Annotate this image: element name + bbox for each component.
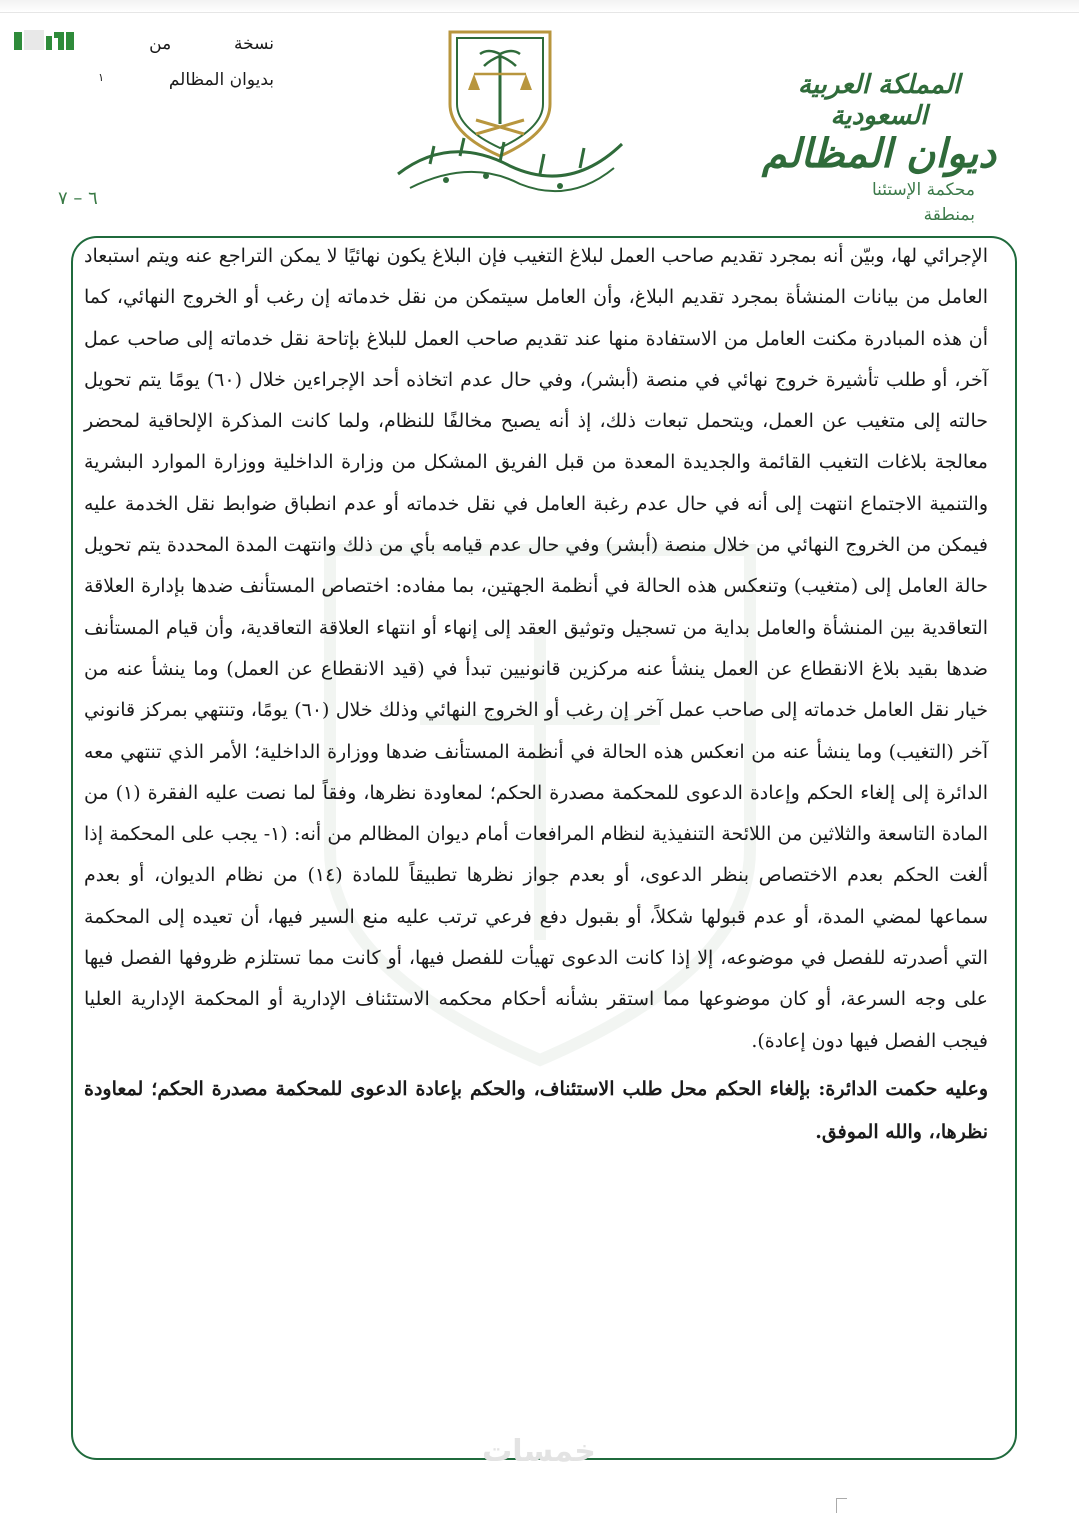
calligraphy-logo	[390, 128, 630, 208]
court-name: محكمة الإستئنا	[871, 180, 975, 200]
diwan-title: ديوان المظالم	[761, 130, 997, 178]
ruling-paragraph: وعليه حكمت الدائرة: بإلغاء الحكم محل طلب الاستئناف، والحكم بإعادة الدعوى للمحكمة مصدرة الحكم؛ لمعاودة نظرها،، والله الموفق.	[84, 1077, 988, 1143]
header-titles	[759, 70, 999, 176]
page-corner-mark	[836, 1498, 847, 1513]
body-paragraph: الإجرائي لها، وبيّن أنه بمجرد تقديم صاحب العمل لبلاغ التغيب فإن البلاغ يكون نهائيًا لا يمكن التراجع عنه ويتم استبعاد العامل من بيانات المنشأة بمجرد تقديم البلاغ، وأن العامل سيتمكن من نقل خدماته إن رغب أو الخروج النهائي، كما أن هذه المبادرة مكنت العامل من الاستفادة منها عند تقديم صاحب العمل للبلاغ بإتاحة نقل خدماته إلى صاحب عمل آخر، أو طلب تأشيرة خروج نهائي في منصة (أبشر)، وفي حال عدم اتخاذه أحد الإجراءين خلال (٦٠) يومًا يتم تحويل حالته إلى متغيب عن العمل، ويتحمل تبعات ذلك، إذ أنه يصبح مخالفًا للنظام، ولما كانت المذكرة الإلحاقية لمحضر معالجة بلاغات التغيب القائمة والجديدة المعدة من قبل الفريق المشكل من وزارة الداخلية ووزارة الموارد البشرية والتنمية الاجتماع انتهت إلى أنه في حال عدم رغبة العامل في نقل خدماته أو عدم انطباق ضوابط نقل الخدمة عليه فيمكن من الخروج النهائي من خلال منصة (أبشر) وفي حال عدم قيامه بأي من ذلك وانتهت المدة المحددة يتم تحويل حالة العامل إلى (متغيب) وتنعكس هذه الحالة في أنظمة الجهتين، بما مفاده: اختصاص المستأنف ضدها بإدارة العلاقة التعاقدية بين المنشأة والعامل بداية من تسجيل وتوثيق العقد إلى إنهاء أو انتهاء العلاقة التعاقدية، وأن قيام المستأنف ضدها بقيد بلاغ الانقطاع عن العمل ينشأ عنه مركزين قانونيين تبدأ في (قيد الانقطاع عن العمل) وما ينشأ عنه من خيار نقل العامل خدماته إلى صاحب عمل آخر إن رغب أو الخروج النهائي وذلك خلال (٦٠) يومًا، وتنتهي بمركز قانوني آخر (التغيب) وما ينشأ عنه من انعكس هذه الحالة في أنظمة المستأنف ضدها ووزارة الداخلية؛ الأمر الذي تنتهي معه الدائرة إلى إلغاء الحكم وإعادة الدعوى للمحكمة مصدرة الحكم؛ لمعاودة نظرها، وفقاً لما نصت عليه الفقرة (١) من المادة التاسعة والثلاثين من اللائحة التنفيذية لنظام المرافعات أمام ديوان المظالم من أنه: (١- يجب على المحكمة إذا ألغت الحكم بعدم الاختصاص بنظر الدعوى، أو بعدم جواز نظرها تطبيقاً للمادة (١٤) من نظام الديوان، أو بعدم سماعها لمضي المدة، أو عدم قبولها شكلاً، أو بقبول دفع فرعي ترتب عليه منع السير فيها، أن تعيده إلى المحكمة التي أصدرته للفصل في موضوعه، إلا إذا كانت الدعوى تهيأت للفصل فيها، أو كانت مما تستلزم ظروفها الفصل فيها على وجه السرعة، أو كان موضوعها مما استقر بشأنه أحكام محكمه الاستئناف الإدارية أو المحكمة الإدارية العليا فيجب الفصل فيها دون إعادة).	[84, 245, 988, 1052]
qr-code-icon	[14, 30, 76, 52]
diwan-label: بديوان المظالم	[168, 70, 274, 90]
court-info	[872, 178, 975, 227]
top-edge	[0, 0, 1079, 13]
footer-watermark: خمسات	[482, 1434, 596, 1469]
copy-label: نسخة	[234, 34, 274, 54]
from-label: من	[149, 34, 172, 54]
court-region: بمنطقة	[923, 204, 975, 225]
kingdom-title: المملكة العربية السعودية	[797, 70, 961, 132]
copy-mark: ١	[98, 71, 105, 84]
judgment-text	[84, 236, 988, 1154]
page-number: ٦ – ٧	[58, 188, 98, 209]
